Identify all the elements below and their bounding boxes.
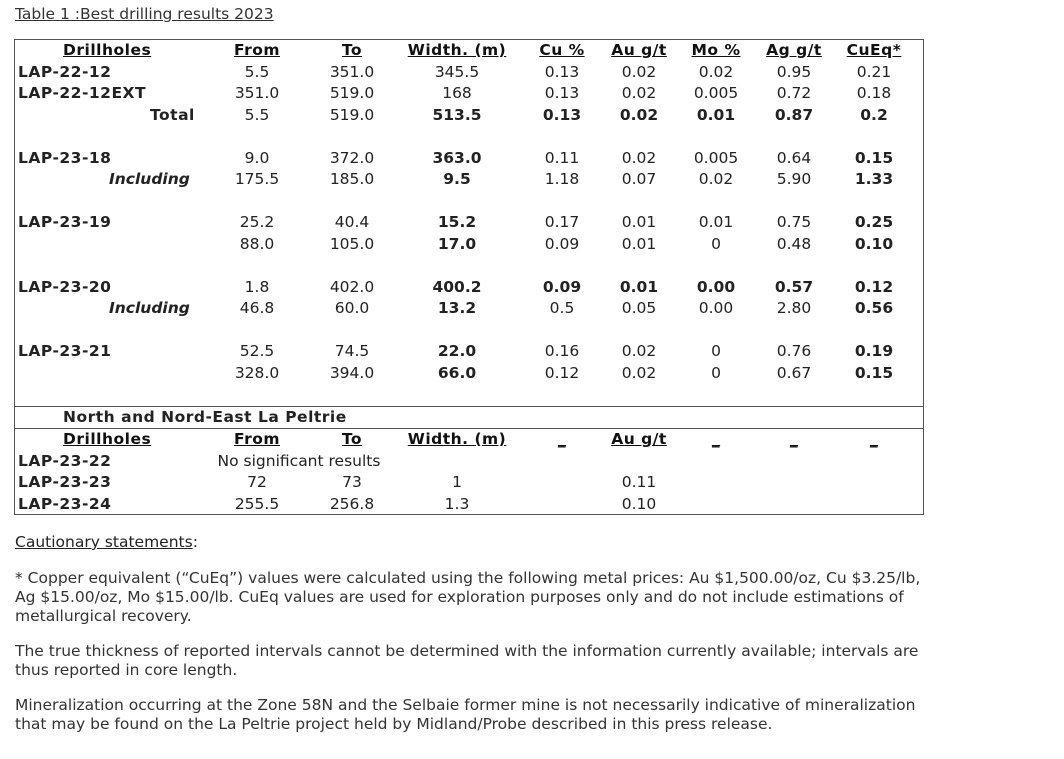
cell-mo: 0	[711, 342, 721, 360]
cell-ag: 0.67	[776, 364, 812, 382]
drillhole-id: LAP-23-19	[18, 213, 112, 231]
cell-from: 1.8	[244, 278, 270, 296]
section2-header-to: To	[341, 430, 363, 448]
header-width: Width. (m)	[407, 41, 507, 59]
cell-to: 402.0	[329, 278, 375, 296]
cell-from: 175.5	[234, 170, 280, 188]
header-from: From	[233, 41, 281, 59]
cell-au: 0.10	[621, 495, 657, 513]
cell-to: 185.0	[329, 170, 375, 188]
cell-cueq: 0.25	[854, 213, 894, 231]
cell-au: 0.02	[621, 63, 657, 81]
section2-header-width: Width. (m)	[407, 430, 507, 448]
cell-ag: 0.57	[774, 278, 814, 296]
drillhole-id: LAP-23-21	[18, 342, 112, 360]
cell-from: 9.0	[244, 149, 270, 167]
section2-header-from: From	[233, 430, 281, 448]
cell-ag: 0.87	[774, 106, 814, 124]
cell-ag: 0.75	[776, 213, 812, 231]
row-label-including: Including	[109, 299, 190, 317]
table-caption: Table 1 :Best drilling results 2023	[15, 5, 274, 23]
cell-au: 0.02	[621, 84, 657, 102]
drillhole-id: LAP-23-18	[18, 149, 112, 167]
cell-from: 328.0	[234, 364, 280, 382]
cell-from: 25.2	[239, 213, 275, 231]
cell-ag: 0.72	[776, 84, 812, 102]
cell-cu: 0.11	[544, 149, 580, 167]
cell-ag: 0.64	[776, 149, 812, 167]
cell-mo: 0.02	[698, 170, 734, 188]
cell-mo: 0.00	[698, 299, 734, 317]
cell-to: 60.0	[334, 299, 370, 317]
cell-width: 400.2	[432, 278, 482, 296]
cell-to: 256.8	[329, 495, 375, 513]
cell-width: 17.0	[437, 235, 477, 253]
header-ag: Ag g/t	[766, 41, 822, 59]
cell-au: 0.02	[621, 342, 657, 360]
cell-width: 513.5	[432, 106, 482, 124]
cell-to: 40.4	[334, 213, 370, 231]
cell-width: 1.3	[444, 495, 470, 513]
cell-ag: 2.80	[776, 299, 812, 317]
drillhole-id: LAP-23-23	[18, 473, 112, 491]
drillhole-id: LAP-22-12	[18, 63, 112, 81]
cell-cu: 0.17	[544, 213, 580, 231]
header-to: To	[341, 41, 363, 59]
cell-ag: 0.48	[776, 235, 812, 253]
cell-cu: 0.09	[542, 278, 582, 296]
cell-cueq: 0.18	[856, 84, 892, 102]
cell-to: 519.0	[329, 106, 375, 124]
section2-header-ag: _	[789, 430, 799, 448]
cell-ag: 5.90	[776, 170, 812, 188]
cell-from: 52.5	[239, 342, 275, 360]
cell-width: 363.0	[432, 149, 482, 167]
cell-cu: 0.13	[544, 84, 580, 102]
cell-mo: 0	[711, 235, 721, 253]
cell-to: 351.0	[329, 63, 375, 81]
note-thickness: The true thickness of reported intervals cannot be determined with the information currently available; intervals are thus reported in core length.	[15, 642, 919, 679]
cell-cu: 0.13	[542, 106, 582, 124]
cell-au: 0.07	[621, 170, 657, 188]
section2-header-mo: _	[711, 430, 721, 448]
cell-cu: 1.18	[544, 170, 580, 188]
cell-mo: 0.00	[696, 278, 736, 296]
header-cu: Cu %	[539, 41, 585, 59]
cell-au: 0.01	[621, 213, 657, 231]
cell-mo: 0.005	[693, 149, 739, 167]
cell-cueq: 0.2	[860, 106, 888, 124]
cell-from: 5.5	[244, 63, 270, 81]
drillhole-id: LAP-23-20	[18, 278, 112, 296]
cell-au: 0.11	[621, 473, 657, 491]
cell-mo: 0.01	[696, 106, 736, 124]
notes-title: Cautionary statements:	[15, 533, 198, 551]
results-table	[14, 39, 924, 515]
cell-cu: 0.16	[544, 342, 580, 360]
cell-to: 394.0	[329, 364, 375, 382]
cell-from: 88.0	[239, 235, 275, 253]
section2-header-cueq: _	[869, 430, 879, 448]
section2-header-au: Au g/t	[611, 430, 667, 448]
cell-cueq: 0.19	[854, 342, 894, 360]
section2-header-hole: Drillholes	[63, 430, 152, 448]
note-mineralization: Mineralization occurring at the Zone 58N and the Selbaie former mine is not necessarily indicative of mineralization that may be found on the La Peltrie project held by Midland/Probe described in this press release.	[15, 696, 916, 733]
cell-from: 351.0	[234, 84, 280, 102]
header-mo: Mo %	[691, 41, 741, 59]
cell-width: 13.2	[437, 299, 477, 317]
cell-cueq: 0.12	[854, 278, 894, 296]
cell-width: 168	[442, 84, 472, 102]
cell-cueq: 1.33	[854, 170, 894, 188]
row-label-including: Including	[109, 170, 190, 188]
cell-cueq: 0.56	[854, 299, 894, 317]
cell-from: 5.5	[244, 106, 270, 124]
cell-mo: 0	[711, 364, 721, 382]
cell-width: 22.0	[437, 342, 477, 360]
cell-cu: 0.12	[544, 364, 580, 382]
cell-mo: 0.01	[698, 213, 734, 231]
drillhole-id: LAP-22-12EXT	[18, 84, 147, 102]
section-divider-top	[15, 406, 923, 407]
header-au: Au g/t	[611, 41, 667, 59]
cell-au: 0.02	[621, 364, 657, 382]
cell-to: 372.0	[329, 149, 375, 167]
cell-cu: 0.5	[549, 299, 575, 317]
cell-to: 519.0	[329, 84, 375, 102]
section-title: North and Nord-East La Peltrie	[63, 408, 347, 426]
cell-width: 1	[452, 473, 462, 491]
header-hole: Drillholes	[63, 41, 152, 59]
cell-width: 9.5	[443, 170, 471, 188]
header-cueq: CuEq*	[846, 41, 902, 59]
cell-from: 72	[247, 473, 267, 491]
cell-cu: 0.09	[544, 235, 580, 253]
cell-cueq: 0.15	[854, 364, 894, 382]
cell-cueq: 0.21	[856, 63, 892, 81]
cell-to: 73	[342, 473, 362, 491]
cell-au: 0.02	[619, 106, 659, 124]
cell-au: 0.02	[621, 149, 657, 167]
cell-au: 0.01	[619, 278, 659, 296]
section-divider-bottom	[15, 428, 923, 429]
row-label-total: Total	[150, 106, 195, 124]
cell-from: 46.8	[239, 299, 275, 317]
cell-au: 0.05	[621, 299, 657, 317]
cell-width: 66.0	[437, 364, 477, 382]
cell-cueq: 0.10	[854, 235, 894, 253]
cell-to: 105.0	[329, 235, 375, 253]
cell-cu: 0.13	[544, 63, 580, 81]
section2-header-cu: _	[557, 430, 567, 448]
drillhole-id: LAP-23-22	[18, 452, 112, 470]
cell-ag: 0.95	[776, 63, 812, 81]
cell-ag: 0.76	[776, 342, 812, 360]
cell-from: 255.5	[234, 495, 280, 513]
note-cueq: * Copper equivalent (“CuEq”) values were calculated using the following metal prices: Au $1,500.00/oz, Cu $3.25/lb, Ag $15.00/oz, Mo $15.00/lb. CuEq values are used for exploration purposes only and do not include estimations of metallurgical recovery.	[15, 569, 921, 625]
cell-width: 15.2	[437, 213, 477, 231]
cell-to: 74.5	[334, 342, 370, 360]
drillhole-id: LAP-23-24	[18, 495, 112, 513]
cell-cueq: 0.15	[854, 149, 894, 167]
cell-width: 345.5	[434, 63, 480, 81]
cell-mo: 0.005	[693, 84, 739, 102]
cell-mo: 0.02	[698, 63, 734, 81]
cell-au: 0.01	[621, 235, 657, 253]
no-results-note: No significant results	[217, 452, 381, 470]
